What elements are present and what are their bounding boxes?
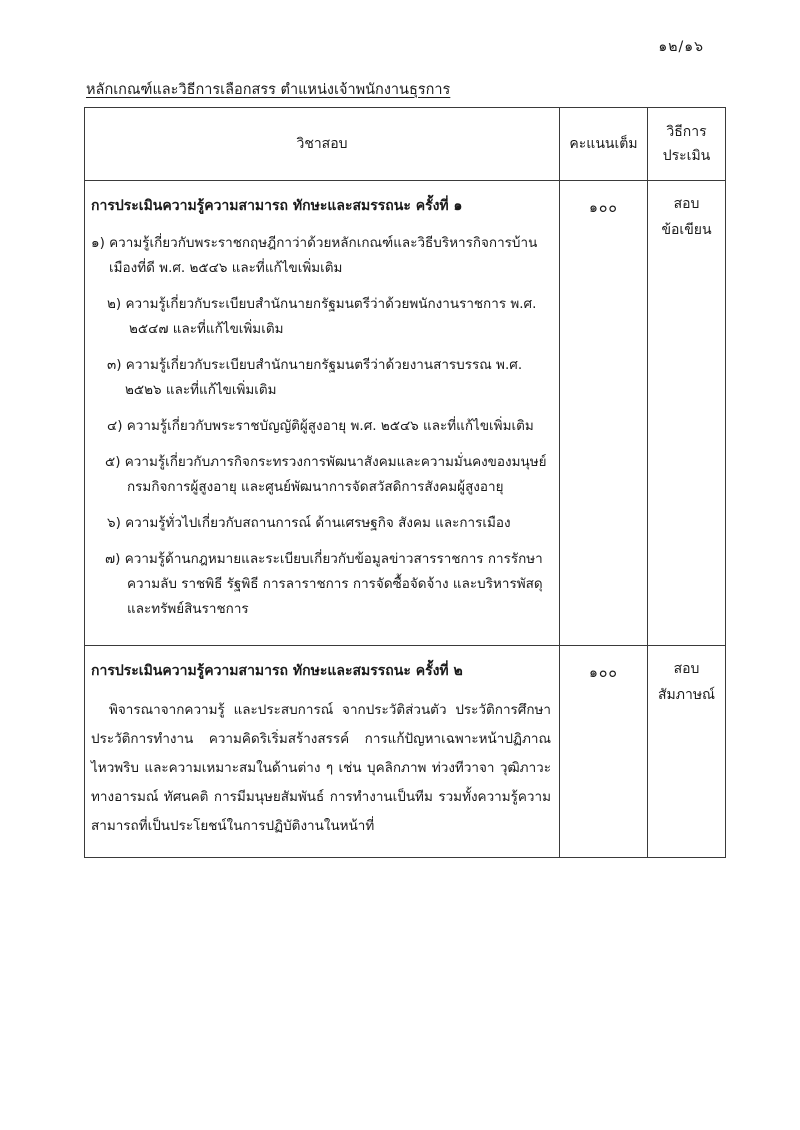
section1-method-line2: ข้อเขียน xyxy=(661,222,712,238)
section1-subject-cell xyxy=(85,181,560,646)
section1-method xyxy=(648,181,726,646)
section1-item: ๓) ความรู้เกี่ยวกับระเบียบสำนักนายกรัฐมนตรีว่าด้วยงานสารบรรณ พ.ศ. ๒๕๒๖ และที่แก้ไขเพิ่มเติม xyxy=(107,357,523,398)
section1-item: ๕) ความรู้เกี่ยวกับภารกิจกระทรวงการพัฒนาสังคมและความมั่นคงของมนุษย์ กรมกิจการผู้สูงอายุ และศูนย์พัฒนาการจัดสวัสดิการสังคมผู้สูงอายุ xyxy=(105,454,547,495)
table-row xyxy=(85,181,726,646)
section2-score: ๑๐๐ xyxy=(560,646,648,858)
section2-method-line2: สัมภาษณ์ xyxy=(657,687,716,703)
header-subject: วิชาสอบ xyxy=(85,108,560,181)
section1-score: ๑๐๐ xyxy=(560,181,648,646)
section2-method xyxy=(648,646,726,858)
table-row xyxy=(85,646,726,858)
section1-method-line1: สอบ xyxy=(673,196,700,212)
section1-title: การประเมินความรู้ความสามารถ ทักษะและสมรรถนะ ครั้งที่ ๑ xyxy=(91,198,463,214)
section2-method-line1: สอบ xyxy=(673,661,700,677)
page-number: ๑๒/๑๖ xyxy=(658,39,704,55)
section2-paragraph: พิจารณาจากความรู้ และประสบการณ์ จากประวัติส่วนตัว ประวัติการศึกษา ประวัติการทำงาน ความคิดริเริ่มสร้างสรรค์ การแก้ปัญหาเฉพาะหน้าปฏิภาณไหวพริบ และความเหมาะสมในด้านต่าง ๆ เช่น บุคลิกภาพ ท่วงทีวาจา วุฒิภาวะทางอารมณ์ ทัศนคติ การมีมนุษยสัมพันธ์ การทำงานเป็นทีม รวมทั้งความรู้ความสามารถที่เป็นประโยชน์ในการปฏิบัติงานในหน้าที่ xyxy=(91,702,551,834)
section1-item: ๗) ความรู้ด้านกฎหมายและระเบียบเกี่ยวกับข้อมูลข่าวสารราชการ การรักษาความลับ ราชพิธี รัฐพิธี การลาราชการ การจัดซื้อจัดจ้าง และบริหารพัสดุและทรัพย์สินราชการ xyxy=(105,551,543,617)
section2-subject-cell xyxy=(85,646,560,858)
header-method-line1: วิธีการ xyxy=(666,123,707,140)
header-method xyxy=(648,108,726,181)
section1-item: ๔) ความรู้เกี่ยวกับพระราชบัญญัติผู้สูงอายุ พ.ศ. ๒๕๔๖ และที่แก้ไขเพิ่มเติม xyxy=(107,418,534,434)
document-title: หลักเกณฑ์และวิธีการเลือกสรร ตำแหน่งเจ้าพนักงานธุรการ xyxy=(86,82,451,98)
section1-item: ๑) ความรู้เกี่ยวกับพระราชกฤษฎีกาว่าด้วยหลักเกณฑ์และวิธีบริหารกิจการบ้านเมืองที่ดี พ.ศ. ๒๕๔๖ และที่แก้ไขเพิ่มเติม xyxy=(91,235,538,276)
section1-item: ๖) ความรู้ทั่วไปเกี่ยวกับสถานการณ์ ด้านเศรษฐกิจ สังคม และการเมือง xyxy=(107,515,511,531)
header-method-line2: ประเมิน xyxy=(662,148,711,164)
section2-title: การประเมินความรู้ความสามารถ ทักษะและสมรรถนะ ครั้งที่ ๒ xyxy=(91,663,463,679)
header-full-score: คะแนนเต็ม xyxy=(560,108,648,181)
table-header-row xyxy=(85,108,726,181)
criteria-table xyxy=(84,107,726,858)
section1-item: ๒) ความรู้เกี่ยวกับระเบียบสำนักนายกรัฐมนตรีว่าด้วยพนักงานราชการ พ.ศ. ๒๕๔๗ และที่แก้ไขเพิ่มเติม xyxy=(107,296,537,337)
